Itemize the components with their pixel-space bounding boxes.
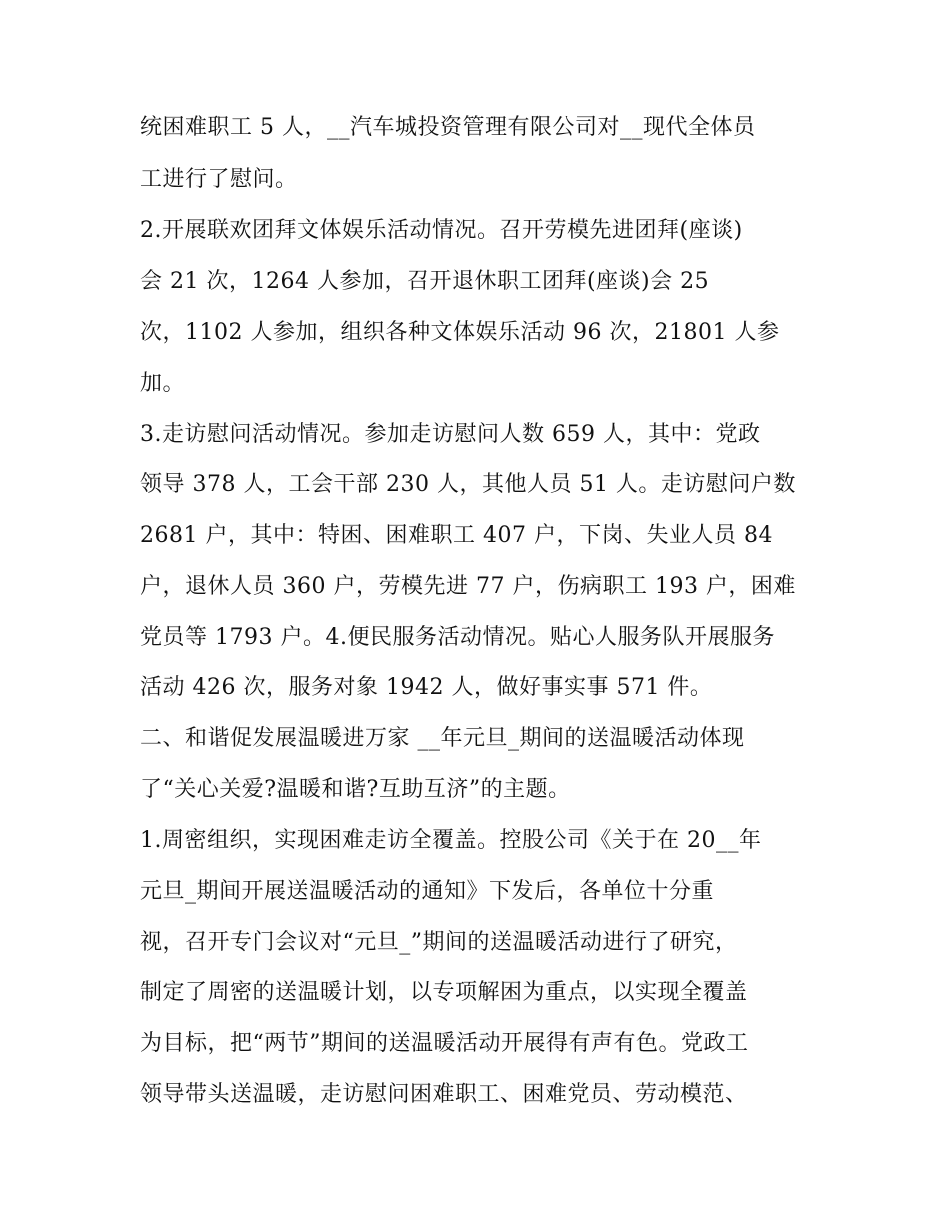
text-line: 党员等 1793 户。4.便民服务活动情况。贴心人服务队开展服务: [140, 625, 775, 650]
text-line: 元旦_期间开展送温暖活动的通知》下发后，各单位十分重: [140, 879, 715, 904]
text-line: 户，退休人员 360 户，劳模先进 77 户，伤病职工 193 户，困难: [140, 574, 796, 599]
text-line: 工进行了慰问。: [140, 167, 298, 192]
text-line: 制定了周密的送温暖计划，以专项解困为重点，以实现全覆盖: [140, 980, 748, 1005]
text-line: 2.开展联欢团拜文体娱乐活动情况。召开劳模先进团拜(座谈): [140, 218, 743, 243]
text-line: 1.周密组织，实现困难走访全覆盖。控股公司《关于在 20__年: [140, 828, 762, 853]
text-line: 为目标，把“两节”期间的送温暖活动开展得有声有色。党政工: [140, 1031, 749, 1056]
text-line: 次，1102 人参加，组织各种文体娱乐活动 96 次，21801 人参: [140, 320, 780, 345]
text-line: 2681 户，其中：特困、困难职工 407 户，下岗、失业人员 84: [140, 523, 773, 548]
text-line: 会 21 次，1264 人参加，召开退休职工团拜(座谈)会 25: [140, 269, 710, 294]
text-line: 领导 378 人，工会干部 230 人，其他人员 51 人。走访慰问户数: [140, 472, 796, 497]
text-line: 3.走访慰问活动情况。参加走访慰问人数 659 人，其中：党政: [140, 422, 761, 447]
text-line: 了“关心关爱?温暖和谐?互助互济”的主题。: [140, 777, 571, 802]
text-line: 领导带头送温暖，走访慰问困难职工、困难党员、劳动模范、: [140, 1082, 748, 1107]
text-line: 活动 426 次，服务对象 1942 人，做好事实事 571 件。: [140, 675, 713, 700]
text-line: 二、和谐促发展温暖进万家 __年元旦_期间的送温暖活动体现: [140, 726, 745, 751]
text-line: 统困难职工 5 人，__汽车城投资管理有限公司对__现代全体员: [140, 115, 756, 140]
text-line: 加。: [140, 371, 186, 396]
text-line: 视，召开专门会议对“元旦_”期间的送温暖活动进行了研究，: [140, 930, 738, 955]
